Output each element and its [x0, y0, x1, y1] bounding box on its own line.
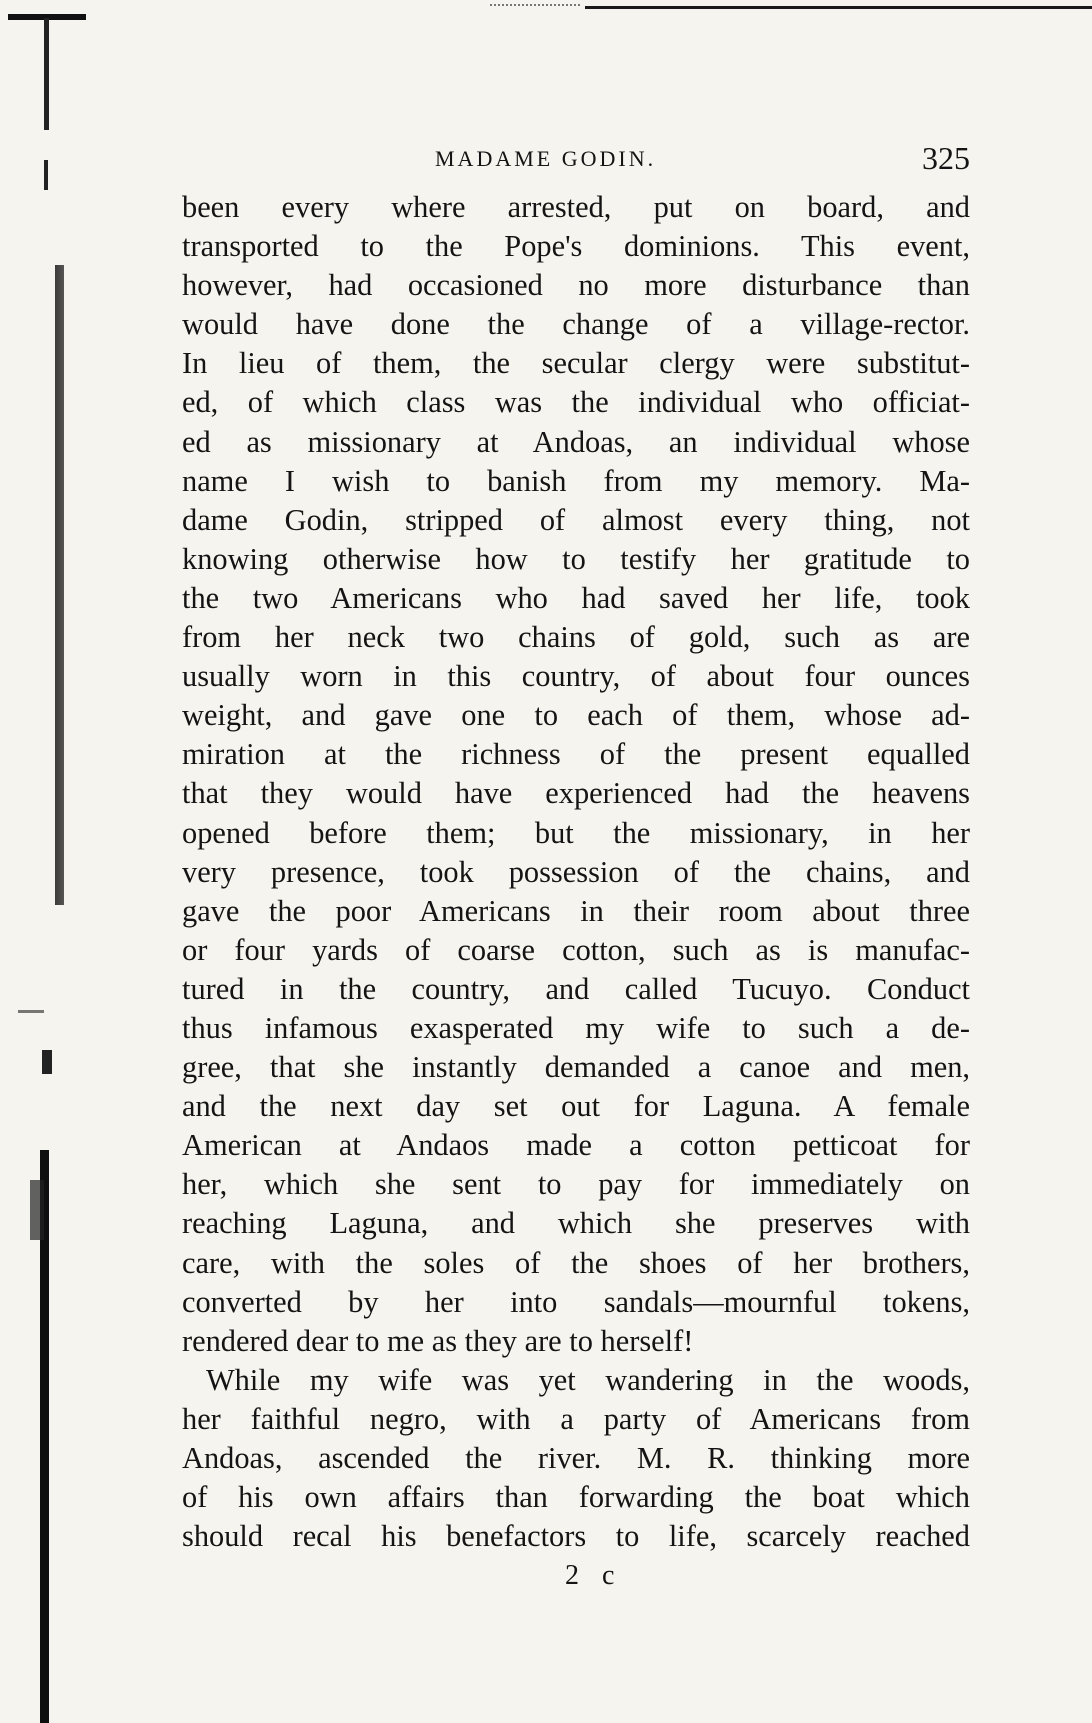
- running-header: [180, 140, 970, 180]
- text-line: however, had occasioned no more disturbance than: [182, 268, 970, 303]
- page-number: 325: [922, 140, 970, 176]
- text-line: from her neck two chains of gold, such as are: [182, 620, 970, 655]
- text-line: In lieu of them, the secular clergy were substitut-: [182, 346, 970, 381]
- text-line: tured in the country, and called Tucuyo. Conduct: [182, 971, 970, 1006]
- text-line: gree, that she instantly demanded a canoe and men,: [182, 1050, 970, 1085]
- text-line: been every where arrested, put on board, and: [182, 190, 970, 224]
- text-line: name I wish to banish from my memory. Ma-: [182, 463, 970, 498]
- text-line: weight, and gave one to each of them, whose ad-: [182, 698, 970, 733]
- text-line: rendered dear to me as they are to herself!: [182, 1323, 694, 1358]
- text-line: ed as missionary at Andoas, an individual whose: [182, 424, 970, 459]
- scan-top-rule: [585, 6, 1092, 9]
- text-line: the two Americans who had saved her life, took: [182, 580, 970, 615]
- text-line: that they would have experienced had the heavens: [182, 776, 970, 811]
- scan-edge-dots: [490, 4, 580, 8]
- text-line: would have done the change of a village-rector.: [182, 307, 970, 342]
- binding-shadow: [55, 265, 64, 905]
- text-line: of his own affairs than forwarding the boat which: [182, 1480, 970, 1515]
- text-line: Andoas, ascended the river. M. R. thinking more: [182, 1441, 970, 1475]
- binding-fragment: [44, 160, 48, 190]
- text-line: opened before them; but the missionary, in her: [182, 815, 970, 850]
- text-line: should recal his benefactors to life, scarcely reached: [182, 1519, 970, 1554]
- text-line: her faithful negro, with a party of Americans from: [182, 1401, 970, 1436]
- text-line: gave the poor Americans in their room about three: [182, 893, 970, 928]
- text-line: care, with the soles of the shoes of her brothers,: [182, 1245, 970, 1280]
- binding-edge-line: [44, 18, 49, 130]
- text-line: dame Godin, stripped of almost every thing, not: [182, 502, 970, 537]
- text-line: miration at the richness of the present equalled: [182, 737, 970, 772]
- paragraph: [182, 188, 970, 1361]
- text-line: converted by her into sandals—mournful tokens,: [182, 1284, 970, 1319]
- running-title: MADAME GODIN.: [435, 146, 657, 171]
- binding-fragment: [18, 1010, 44, 1013]
- signature-mark: 2 c: [565, 1560, 623, 1591]
- text-line: transported to the Pope's dominions. This event,: [182, 229, 970, 264]
- text-line: or four yards of coarse cotton, such as is manufac-: [182, 932, 970, 967]
- text-line: American at Andaos made a cotton petticoat for: [182, 1128, 970, 1163]
- text-line: her, which she sent to pay for immediately on: [182, 1167, 970, 1202]
- text-line: thus infamous exasperated my wife to such a de-: [182, 1010, 970, 1045]
- text-line: usually worn in this country, of about four ounces: [182, 659, 970, 694]
- text-line: reaching Laguna, and which she preserves with: [182, 1206, 970, 1241]
- binding-fragment: [42, 1050, 52, 1074]
- body-text: [182, 188, 970, 1556]
- text-line: very presence, took possession of the chains, and: [182, 854, 970, 889]
- text-line: knowing otherwise how to testify her gratitude to: [182, 541, 970, 576]
- binding-fragment: [30, 1180, 44, 1240]
- text-line: and the next day set out for Laguna. A female: [182, 1089, 970, 1124]
- text-line: While my wife was yet wandering in the woods,: [206, 1362, 970, 1397]
- text-line: ed, of which class was the individual who officiat-: [182, 385, 970, 420]
- paragraph: [182, 1361, 970, 1556]
